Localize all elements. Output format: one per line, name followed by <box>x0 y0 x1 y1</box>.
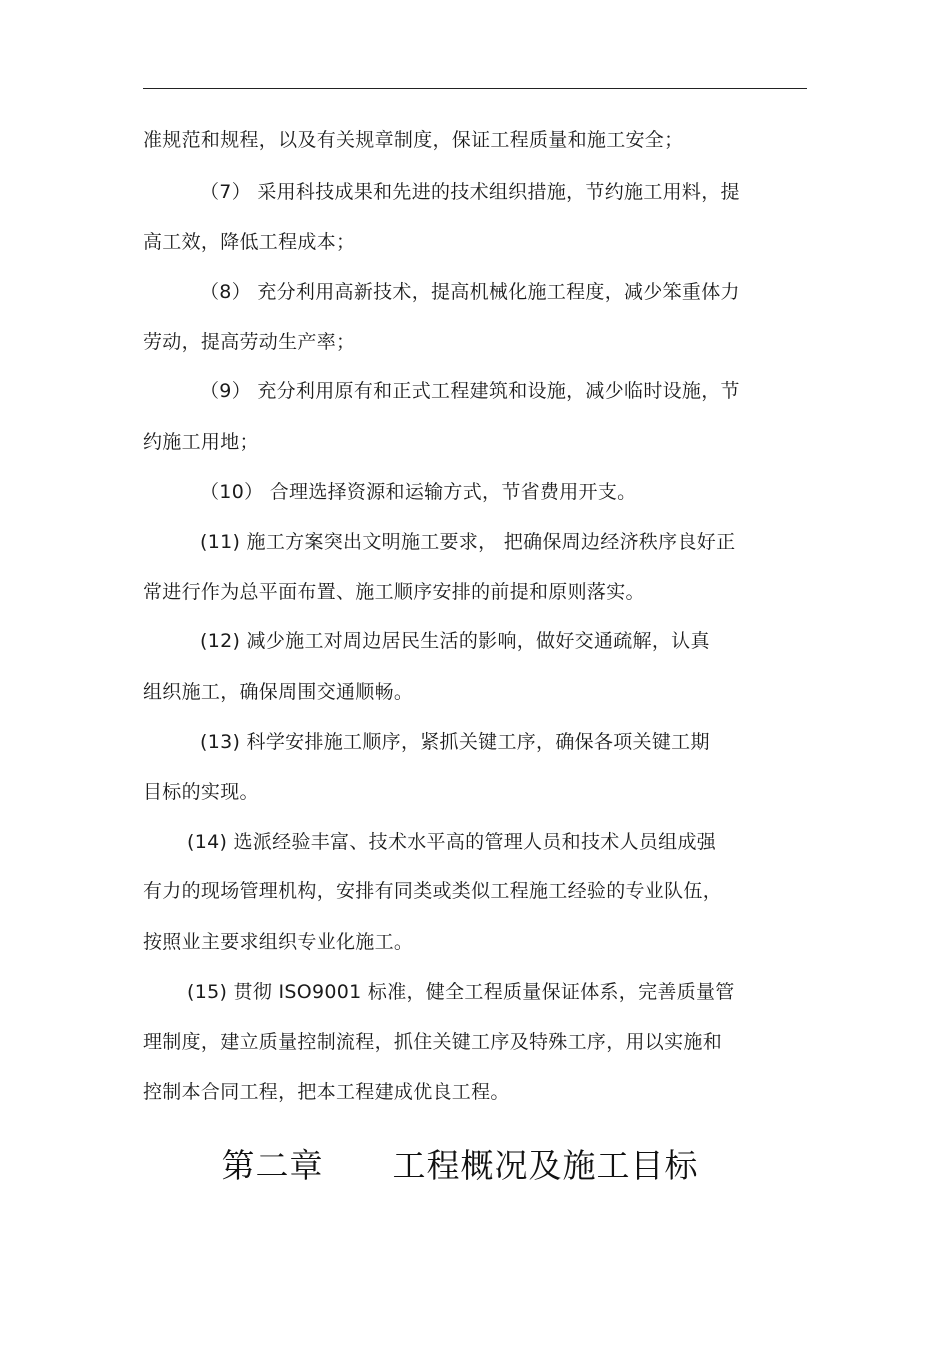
list-item-15: (15) 贯彻 ISO9001 标准，健全工程质量保证体系，完善质量管 <box>187 981 735 1003</box>
text-line: 常进行作为总平面布置、施工顺序安排的前提和原则落实。 <box>143 581 645 603</box>
text-line: 高工效，降低工程成本； <box>143 231 356 253</box>
list-item-8: （8） 充分利用高新技术，提高机械化施工程度，减少笨重体力 <box>200 281 740 303</box>
list-item-14: (14) 选派经验丰富、技术水平高的管理人员和技术人员组成强 <box>187 831 717 853</box>
text-line: 准规范和规程，以及有关规章制度，保证工程质量和施工安全； <box>143 129 684 151</box>
header-rule <box>143 88 807 89</box>
chapter-title: 第二章 工程概况及施工目标 <box>221 1146 699 1185</box>
list-item-9: （9） 充分利用原有和正式工程建筑和设施，减少临时设施，节 <box>200 380 740 402</box>
list-item-11: (11) 施工方案突出文明施工要求， 把确保周边经济秩序良好正 <box>200 531 736 553</box>
text-line: 组织施工，确保周围交通顺畅。 <box>143 681 414 703</box>
list-item-13: (13) 科学安排施工顺序，紧抓关键工序，确保各项关键工期 <box>200 731 710 753</box>
list-item-7: （7） 采用科技成果和先进的技术组织措施，节约施工用料，提 <box>200 181 740 203</box>
text-line: 控制本合同工程，把本工程建成优良工程。 <box>143 1081 510 1103</box>
text-line: 按照业主要求组织专业化施工。 <box>143 931 414 953</box>
text-line: 有力的现场管理机构，安排有同类或类似工程施工经验的专业队伍， <box>143 880 723 902</box>
text-line: 理制度，建立质量控制流程，抓住关键工序及特殊工序，用以实施和 <box>143 1031 723 1053</box>
text-line: 劳动，提高劳动生产率； <box>143 331 356 353</box>
list-item-12: (12) 减少施工对周边居民生活的影响，做好交通疏解，认真 <box>200 630 710 652</box>
list-item-10: （10） 合理选择资源和运输方式，节省费用开支。 <box>200 481 637 503</box>
text-line: 约施工用地； <box>143 431 259 453</box>
text-line: 目标的实现。 <box>143 781 259 803</box>
